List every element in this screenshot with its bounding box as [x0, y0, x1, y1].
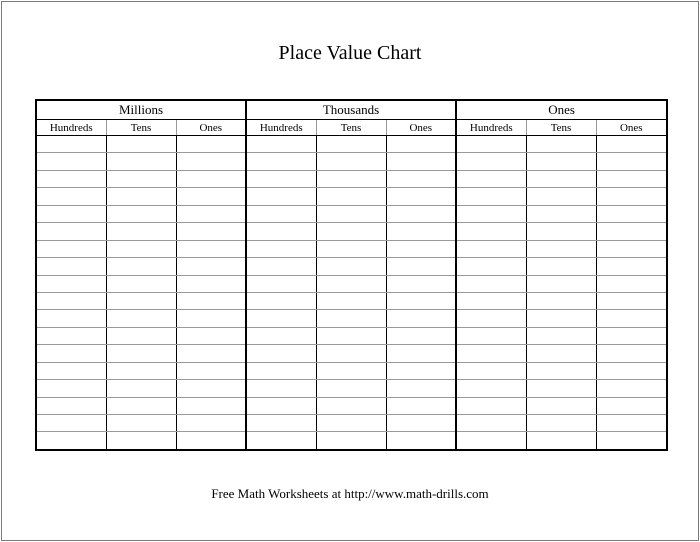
blank-cell[interactable]: [596, 153, 667, 170]
blank-cell[interactable]: [36, 223, 106, 240]
blank-cell[interactable]: [36, 362, 106, 379]
blank-cell[interactable]: [36, 380, 106, 397]
column-header-ones-hundreds: Hundreds: [456, 120, 526, 136]
table-row: [36, 275, 667, 292]
blank-cell[interactable]: [596, 362, 667, 379]
blank-cell[interactable]: [596, 275, 667, 292]
blank-cell[interactable]: [246, 362, 316, 379]
blank-cell[interactable]: [596, 432, 667, 450]
blank-cell[interactable]: [316, 397, 386, 414]
blank-cell[interactable]: [316, 205, 386, 222]
blank-cell[interactable]: [596, 327, 667, 344]
blank-cell[interactable]: [456, 345, 526, 362]
column-header-thousands-hundreds: Hundreds: [246, 120, 316, 136]
blank-cell[interactable]: [386, 275, 456, 292]
blank-cell[interactable]: [456, 136, 526, 153]
blank-cell[interactable]: [456, 415, 526, 432]
table-row: [36, 292, 667, 309]
blank-cell[interactable]: [456, 275, 526, 292]
blank-cell[interactable]: [36, 345, 106, 362]
blank-cell[interactable]: [176, 153, 246, 170]
blank-cell[interactable]: [386, 292, 456, 309]
table-row: [36, 327, 667, 344]
blank-cell[interactable]: [316, 258, 386, 275]
blank-cell[interactable]: [456, 223, 526, 240]
blank-cell[interactable]: [246, 327, 316, 344]
blank-cell[interactable]: [106, 240, 176, 257]
blank-cell[interactable]: [176, 345, 246, 362]
blank-cell[interactable]: [106, 170, 176, 187]
blank-cell[interactable]: [316, 432, 386, 450]
blank-cell[interactable]: [526, 397, 596, 414]
blank-cell[interactable]: [456, 188, 526, 205]
blank-cell[interactable]: [456, 153, 526, 170]
blank-cell[interactable]: [456, 292, 526, 309]
blank-cell[interactable]: [176, 362, 246, 379]
blank-cell[interactable]: [246, 292, 316, 309]
blank-cell[interactable]: [106, 380, 176, 397]
blank-cell[interactable]: [526, 170, 596, 187]
blank-cell[interactable]: [176, 275, 246, 292]
worksheet-page: [1, 1, 699, 541]
table-row: [36, 153, 667, 170]
place-value-table: [35, 99, 668, 451]
blank-cell[interactable]: [596, 292, 667, 309]
blank-cell[interactable]: [106, 188, 176, 205]
blank-cell[interactable]: [246, 397, 316, 414]
blank-cell[interactable]: [526, 240, 596, 257]
group-header-millions: Millions: [36, 100, 246, 120]
blank-cell[interactable]: [456, 397, 526, 414]
group-header-row: [36, 100, 667, 120]
group-header-ones: Ones: [456, 100, 667, 120]
blank-cell[interactable]: [386, 397, 456, 414]
blank-cell[interactable]: [36, 415, 106, 432]
blank-cell[interactable]: [456, 240, 526, 257]
blank-cell[interactable]: [316, 327, 386, 344]
blank-cell[interactable]: [176, 432, 246, 450]
blank-cell[interactable]: [526, 327, 596, 344]
table-row: [36, 205, 667, 222]
blank-cell[interactable]: [526, 136, 596, 153]
column-header-ones-tens: Tens: [526, 120, 596, 136]
table-row: [36, 136, 667, 153]
blank-cell[interactable]: [456, 327, 526, 344]
blank-cell[interactable]: [106, 415, 176, 432]
blank-cell[interactable]: [526, 205, 596, 222]
blank-cell[interactable]: [316, 275, 386, 292]
blank-cell[interactable]: [596, 223, 667, 240]
blank-cell[interactable]: [36, 327, 106, 344]
blank-cell[interactable]: [176, 205, 246, 222]
blank-cell[interactable]: [106, 275, 176, 292]
page-title: Place Value Chart: [278, 42, 422, 64]
blank-cell[interactable]: [36, 258, 106, 275]
table-row: [36, 345, 667, 362]
blank-cell[interactable]: [176, 223, 246, 240]
blank-cell[interactable]: [36, 310, 106, 327]
table-row: [36, 380, 667, 397]
column-header-thousands-ones: Ones: [386, 120, 456, 136]
blank-cell[interactable]: [106, 345, 176, 362]
blank-cell[interactable]: [456, 310, 526, 327]
blank-cell[interactable]: [596, 345, 667, 362]
blank-cell[interactable]: [176, 327, 246, 344]
blank-cell[interactable]: [386, 258, 456, 275]
blank-cell[interactable]: [316, 153, 386, 170]
blank-cell[interactable]: [106, 327, 176, 344]
blank-cell[interactable]: [176, 415, 246, 432]
blank-cell[interactable]: [36, 170, 106, 187]
blank-cell[interactable]: [596, 397, 667, 414]
blank-cell[interactable]: [246, 258, 316, 275]
blank-cell[interactable]: [526, 292, 596, 309]
blank-cell[interactable]: [106, 153, 176, 170]
blank-cell[interactable]: [526, 275, 596, 292]
blank-cell[interactable]: [456, 432, 526, 450]
blank-cell[interactable]: [106, 136, 176, 153]
blank-cell[interactable]: [106, 397, 176, 414]
blank-cell[interactable]: [316, 170, 386, 187]
blank-cell[interactable]: [36, 205, 106, 222]
table-row: [36, 362, 667, 379]
blank-cell[interactable]: [246, 136, 316, 153]
blank-cell[interactable]: [316, 345, 386, 362]
blank-cell[interactable]: [246, 275, 316, 292]
blank-cell[interactable]: [36, 153, 106, 170]
blank-cell[interactable]: [316, 415, 386, 432]
blank-cell[interactable]: [596, 240, 667, 257]
blank-cell[interactable]: [106, 223, 176, 240]
blank-cell[interactable]: [596, 205, 667, 222]
table-row: [36, 188, 667, 205]
blank-cell[interactable]: [246, 223, 316, 240]
blank-cell[interactable]: [526, 188, 596, 205]
blank-cell[interactable]: [386, 188, 456, 205]
blank-cell[interactable]: [36, 188, 106, 205]
chart-body: [36, 136, 667, 451]
blank-cell[interactable]: [386, 223, 456, 240]
blank-cell[interactable]: [596, 136, 667, 153]
blank-cell[interactable]: [246, 170, 316, 187]
table-row: [36, 240, 667, 257]
blank-cell[interactable]: [316, 310, 386, 327]
blank-cell[interactable]: [456, 258, 526, 275]
blank-cell[interactable]: [246, 415, 316, 432]
blank-cell[interactable]: [36, 240, 106, 257]
blank-cell[interactable]: [316, 362, 386, 379]
blank-cell[interactable]: [176, 310, 246, 327]
blank-cell[interactable]: [386, 170, 456, 187]
blank-cell[interactable]: [386, 153, 456, 170]
table-row: [36, 170, 667, 187]
blank-cell[interactable]: [246, 380, 316, 397]
blank-cell[interactable]: [176, 258, 246, 275]
blank-cell[interactable]: [386, 362, 456, 379]
blank-cell[interactable]: [106, 432, 176, 450]
blank-cell[interactable]: [386, 240, 456, 257]
blank-cell[interactable]: [526, 153, 596, 170]
blank-cell[interactable]: [526, 380, 596, 397]
blank-cell[interactable]: [106, 362, 176, 379]
blank-cell[interactable]: [456, 380, 526, 397]
blank-cell[interactable]: [596, 170, 667, 187]
blank-cell[interactable]: [316, 188, 386, 205]
blank-cell[interactable]: [526, 345, 596, 362]
blank-cell[interactable]: [106, 310, 176, 327]
blank-cell[interactable]: [176, 380, 246, 397]
blank-cell[interactable]: [386, 136, 456, 153]
blank-cell[interactable]: [526, 415, 596, 432]
column-header-millions-ones: Ones: [176, 120, 246, 136]
blank-cell[interactable]: [386, 345, 456, 362]
blank-cell[interactable]: [246, 432, 316, 450]
blank-cell[interactable]: [596, 188, 667, 205]
blank-cell[interactable]: [106, 205, 176, 222]
column-header-millions-hundreds: Hundreds: [36, 120, 106, 136]
blank-cell[interactable]: [36, 432, 106, 450]
column-header-millions-tens: Tens: [106, 120, 176, 136]
table-row: [36, 223, 667, 240]
blank-cell[interactable]: [526, 432, 596, 450]
blank-cell[interactable]: [246, 240, 316, 257]
blank-cell[interactable]: [316, 223, 386, 240]
blank-cell[interactable]: [176, 397, 246, 414]
blank-cell[interactable]: [246, 345, 316, 362]
blank-cell[interactable]: [316, 292, 386, 309]
blank-cell[interactable]: [386, 205, 456, 222]
blank-cell[interactable]: [596, 310, 667, 327]
blank-cell[interactable]: [246, 153, 316, 170]
blank-cell[interactable]: [386, 310, 456, 327]
blank-cell[interactable]: [36, 397, 106, 414]
blank-cell[interactable]: [246, 205, 316, 222]
blank-cell[interactable]: [176, 240, 246, 257]
blank-cell[interactable]: [456, 170, 526, 187]
blank-cell[interactable]: [246, 310, 316, 327]
blank-cell[interactable]: [36, 292, 106, 309]
blank-cell[interactable]: [316, 380, 386, 397]
blank-cell[interactable]: [106, 292, 176, 309]
blank-cell[interactable]: [36, 275, 106, 292]
blank-cell[interactable]: [386, 327, 456, 344]
blank-cell[interactable]: [246, 188, 316, 205]
place-value-chart: [35, 99, 666, 451]
column-header-row: [36, 120, 667, 136]
blank-cell[interactable]: [526, 362, 596, 379]
blank-cell[interactable]: [526, 258, 596, 275]
blank-cell[interactable]: [176, 136, 246, 153]
blank-cell[interactable]: [596, 380, 667, 397]
table-row: [36, 415, 667, 432]
blank-cell[interactable]: [596, 415, 667, 432]
column-header-thousands-tens: Tens: [316, 120, 386, 136]
blank-cell[interactable]: [176, 170, 246, 187]
blank-cell[interactable]: [386, 380, 456, 397]
blank-cell[interactable]: [176, 188, 246, 205]
blank-cell[interactable]: [36, 136, 106, 153]
column-header-ones-ones: Ones: [596, 120, 667, 136]
table-row: [36, 432, 667, 450]
blank-cell[interactable]: [456, 205, 526, 222]
blank-cell[interactable]: [456, 362, 526, 379]
blank-cell[interactable]: [316, 240, 386, 257]
blank-cell[interactable]: [526, 223, 596, 240]
group-header-thousands: Thousands: [246, 100, 456, 120]
blank-cell[interactable]: [526, 310, 596, 327]
blank-cell[interactable]: [386, 415, 456, 432]
blank-cell[interactable]: [176, 292, 246, 309]
footer-credit: Free Math Worksheets at http://www.math-drills.com: [211, 486, 489, 501]
blank-cell[interactable]: [106, 258, 176, 275]
blank-cell[interactable]: [316, 136, 386, 153]
table-row: [36, 397, 667, 414]
blank-cell[interactable]: [596, 258, 667, 275]
table-row: [36, 310, 667, 327]
blank-cell[interactable]: [386, 432, 456, 450]
table-row: [36, 258, 667, 275]
